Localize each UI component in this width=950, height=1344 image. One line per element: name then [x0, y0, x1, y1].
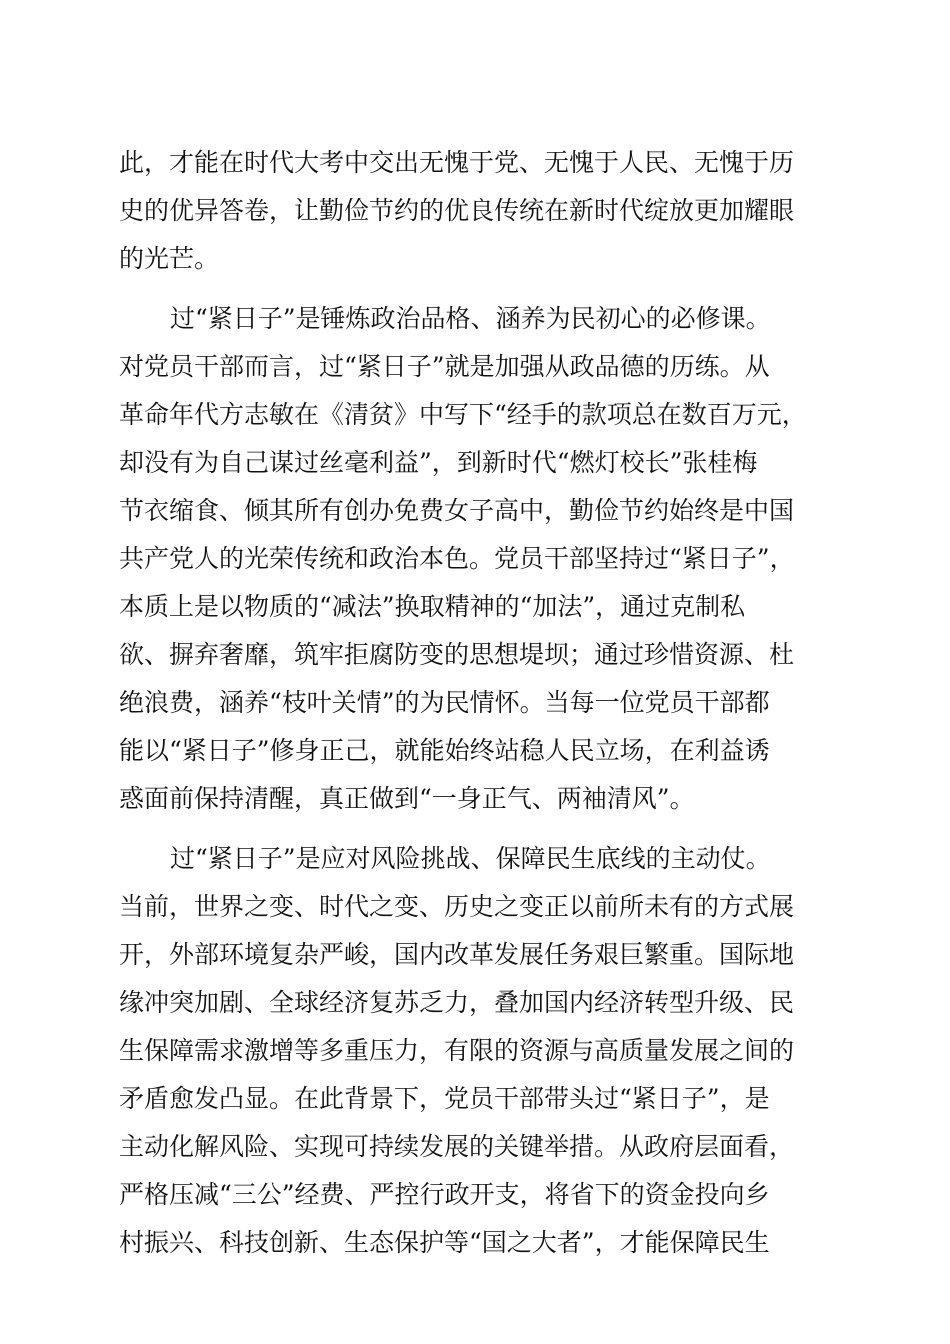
text-line: 缘冲突加剧、全球经济复苏乏力，叠加国内经济转型升级、民 [119, 988, 795, 1017]
text-line: 史的优异答卷，让勤俭节约的优良传统在新时代绽放更加耀眼 [119, 196, 795, 225]
text-line: 开，外部环境复杂严峻，国内改革发展任务艰巨繁重。国际地 [119, 940, 795, 969]
text-line: 欲、摒弃奢靡，筑牢拒腐防变的思想堤坝；通过珍惜资源、杜 [119, 640, 795, 669]
text-line: 的光芒。 [119, 244, 220, 273]
text-line: 对党员干部而言，过“紧日子”就是加强从政品德的历练。从 [119, 352, 770, 381]
text-line: 当前，世界之变、时代之变、历史之变正以前所未有的方式展 [119, 892, 795, 921]
paragraph-first-line: 过“紧日子”是应对风险挑战、保障民生底线的主动仗。 [170, 844, 771, 873]
text-line: 主动化解风险、实现可持续发展的关键举措。从政府层面看， [119, 1132, 795, 1161]
paragraph-first-line: 过“紧日子”是锤炼政治品格、涵养为民初心的必修课。 [170, 304, 771, 333]
text-line: 村振兴、科技创新、生态保护等“国之大者”，才能保障民生 [119, 1228, 770, 1257]
text-line: 能以“紧日子”修身正己，就能始终站稳人民立场，在利益诱 [119, 736, 770, 765]
text-line: 严格压减“三公”经费、严控行政开支，将省下的资金投向乡 [119, 1180, 770, 1209]
text-line: 共产党人的光荣传统和政治本色。党员干部坚持过“紧日子”， [119, 544, 795, 573]
text-line: 此，才能在时代大考中交出无愧于党、无愧于人民、无愧于历 [119, 148, 795, 177]
text-line: 绝浪费，涵养“枝叶关情”的为民情怀。当每一位党员干部都 [119, 688, 770, 717]
text-line: 生保障需求激增等多重压力，有限的资源与高质量发展之间的 [119, 1036, 795, 1065]
text-line: 矛盾愈发凸显。在此背景下，党员干部带头过“紧日子”，是 [119, 1084, 770, 1113]
text-line: 却没有为自己谋过丝毫利益”，到新时代“燃灯校长”张桂梅 [119, 448, 758, 477]
text-line: 节衣缩食、倾其所有创办免费女子高中，勤俭节约始终是中国 [119, 496, 795, 525]
text-line: 惑面前保持清醒，真正做到“一身正气、两袖清风”。 [119, 784, 695, 813]
text-line: 本质上是以物质的“减法”换取精神的“加法”，通过克制私 [119, 592, 746, 621]
text-line: 革命年代方志敏在《清贫》中写下“经手的款项总在数百万元， [119, 400, 807, 429]
